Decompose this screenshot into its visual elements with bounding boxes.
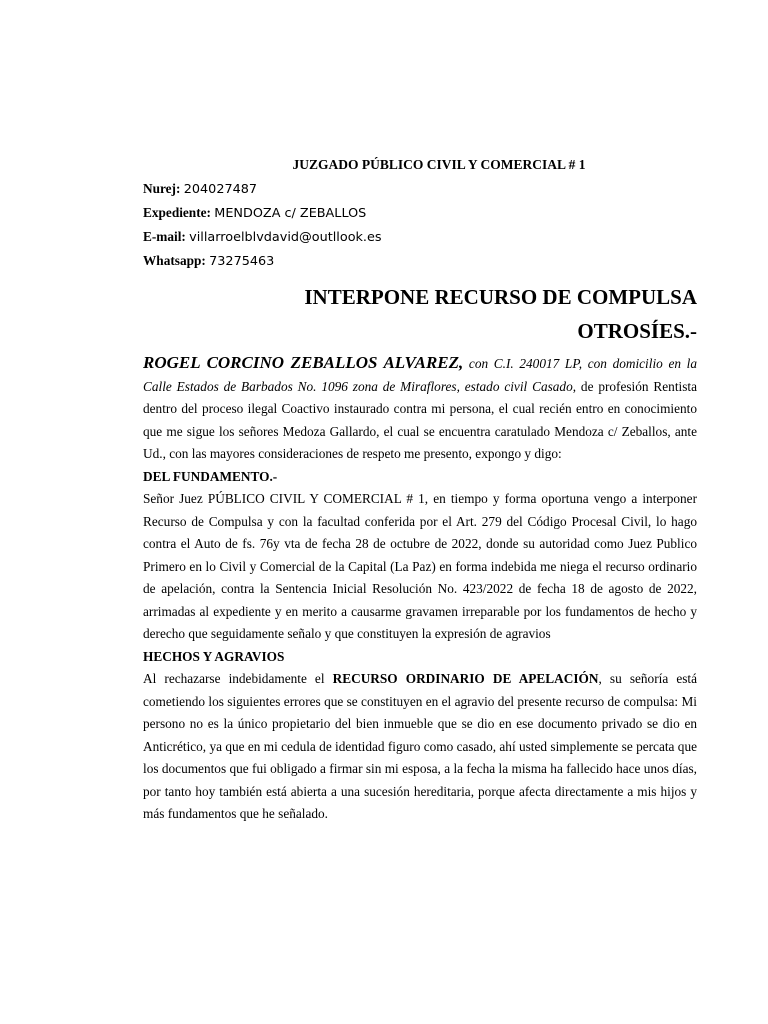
whatsapp-value: 73275463 (209, 254, 275, 269)
expediente-label: Expediente: (143, 205, 211, 220)
section-heading-hechos: HECHOS Y AGRAVIOS (143, 648, 285, 664)
hechos-rest: , su señoría está cometiendo los siguientes errores que se constituyen en el agravio del presente recurso de compulsa: Mi persono no es la único propietario del bien inmueble que se dio en ese documento privado se dio en Anticrético, ya que en mi cedula de identidad figuro como casado, ahí usted simplemente se percata que los documentos que fui obligado a firmar sin mi esposa, a la fecha la misma ha fallecido hace unos días, por tanto hoy también está abierta a una sucesión hereditaria, porque afecta directamente a mis hijos y más fundamentos que he señalado. (143, 671, 697, 821)
party-name: ROGEL CORCINO ZEBALLOS ALVAREZ, (143, 353, 464, 372)
nurej-line (143, 177, 697, 201)
section-heading-fundamento: DEL FUNDAMENTO.- (143, 468, 278, 484)
party-details: con C.I. 240017 LP, con domicilio en la Calle Estados de Barbados No. 1096 zona de Miraflores, estado civil Casado (143, 356, 697, 394)
email-label: E-mail: (143, 229, 186, 244)
expediente-line (143, 201, 697, 225)
expediente-value: MENDOZA c/ ZEBALLOS (214, 206, 367, 221)
whatsapp-label: Whatsapp: (143, 253, 206, 268)
hechos-start: Al rechazarse indebidamente el (143, 671, 333, 686)
nurej-value: 204027487 (183, 182, 258, 197)
court-heading: JUZGADO PÚBLICO CIVIL Y COMERCIAL # 1 (292, 157, 586, 172)
email-line (143, 225, 697, 249)
document-body (143, 153, 697, 826)
nurej-label: Nurej: (143, 181, 181, 196)
whatsapp-line (143, 249, 697, 273)
intro-paragraph (143, 352, 697, 466)
fundamento-paragraph: Señor Juez PÚBLICO CIVIL Y COMERCIAL # 1, en tiempo y forma oportuna vengo a interponer Recurso de Compulsa y con la facultad conferida por el Art. 279 del Código Procesal Civil, lo hago contra el Auto de fs. 76y vta de fecha 28 de octubre de 2022, donde su autoridad como Juez Publico Primero en lo Civil y Comercial de la Capital (La Paz) en forma indebida me niega el recurso ordinario de apelación, contra la Sentencia Inicial Resolución No. 423/2022 de fecha 18 de agosto de 2022, arrimadas al expediente y en merito a causarme gravamen irreparable por los fundamentos de hecho y derecho que seguidamente señalo y que constituyen la expresión de agravios (143, 491, 697, 641)
email-value: villarroelblvdavid@outllook.es (189, 230, 382, 245)
document-subtitle: OTROSÍES.- (577, 319, 697, 343)
intro-rest: , de profesión Rentista dentro del proceso ilegal Coactivo instaurado contra mi persona, el cual recién entro en conocimiento que me sigue los señores Medoza Gallardo, el cual se encuentra caratulado Mendoza c/ Zeballos, ante Ud., con las mayores consideraciones de respeto me presento, expongo y digo: (143, 378, 697, 461)
hechos-bold: RECURSO ORDINARIO DE APELACIÓN (332, 671, 599, 686)
hechos-paragraph (143, 668, 697, 826)
document-title: INTERPONE RECURSO DE COMPULSA (304, 285, 697, 309)
